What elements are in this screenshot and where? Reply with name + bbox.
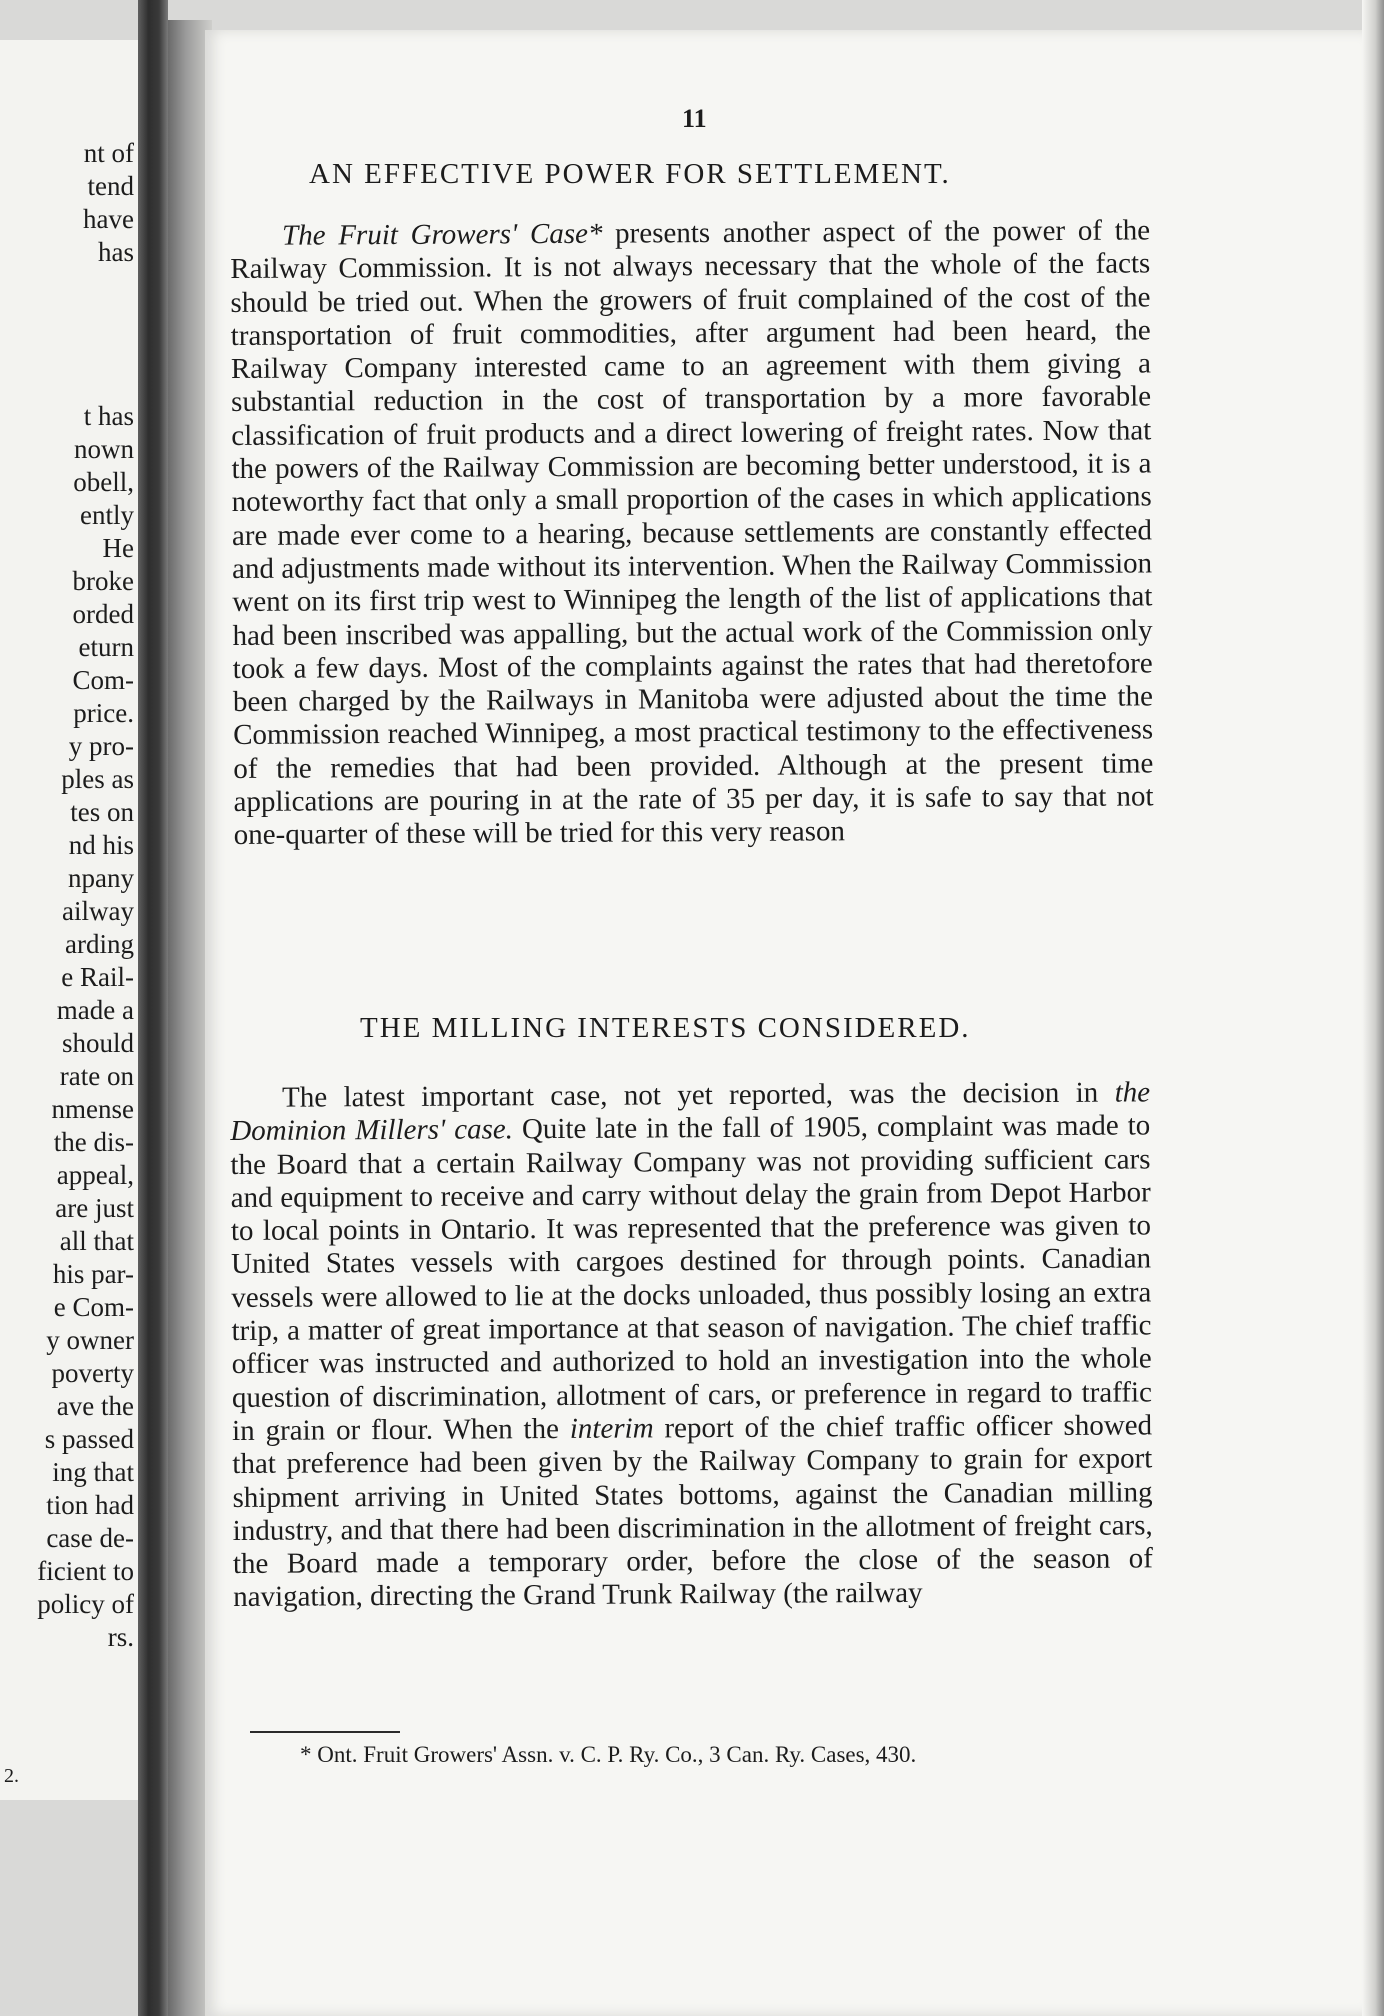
case-title-italic: The Fruit Growers' Case* — [281, 217, 603, 252]
left-page-fragment: poverty — [51, 1358, 134, 1388]
left-page-fragment: tes on — [70, 797, 134, 827]
page-edge-shadow — [1362, 0, 1384, 2016]
left-page-fragment: eturn — [78, 632, 134, 662]
left-page-fragment: the dis- — [53, 1127, 134, 1157]
section-heading-settlement: AN EFFECTIVE POWER FOR SETTLEMENT. — [309, 158, 951, 190]
left-page-fragment: orded — [72, 599, 134, 629]
left-page-fragment: Com- — [72, 665, 134, 695]
left-page-fragment: ave the — [56, 1391, 134, 1421]
paragraph-fruit-growers — [230, 214, 1154, 852]
left-page-fragment: broke — [72, 566, 134, 596]
left-page-fragment: his par- — [52, 1259, 134, 1289]
left-page-fragment: are just — [55, 1193, 134, 1223]
left-page-fragment: obell, — [73, 467, 134, 497]
left-page-fragment: y pro- — [68, 731, 134, 761]
left-page-fragment: ently — [80, 500, 134, 530]
left-page-fragment: made a — [56, 995, 134, 1025]
left-page-fragment: all that — [59, 1226, 134, 1256]
right-page — [205, 30, 1365, 2016]
left-page-fragment: s passed — [44, 1424, 134, 1454]
case-title-italic: the Dominion Millers' case. — [230, 1076, 1151, 1148]
left-page-fragment: ing that — [52, 1457, 134, 1487]
left-page-fragment: nd his — [68, 830, 134, 860]
paragraph-dominion-millers — [230, 1076, 1153, 1614]
left-page-fragment: appeal, — [56, 1160, 134, 1190]
left-page-fragment: arding — [65, 929, 134, 959]
paragraph-body: presents another aspect of the power of the Railway Commission. It is not always necessary that the whole of the facts should be tried out. When the growers of fruit complained of the cost of the transportation of fruit commodities, after argument had been heard, the Railway Company interested came to an agreement with them giving a substantial reduction in the cost of transportation by a more favorable classification of fruit products and a direct lowering of freight rates. Now that the powers of the Railway Commission are becoming better understood, it is a noteworthy fact that only a small proportion of the cases in which applications are made ever come to a hearing, because settlements are constantly effected and adjustments made without its intervention. When the Railway Commission went on its first trip west to Winnipeg the length of the list of applications that had been inscribed was appalling, but the actual work of the Commission only took a few days. Most of the complaints against the rates that had theretofore been charged by the Railways in Manitoba were adjusted about the time the Commission reached Winnipeg, a most practical testimony to the effectiveness of the remedies that had been provided. Although at the present time applications are pouring in at the rate of 35 per day, it is safe to say that not one-quarter of these will be tried for this very reason — [230, 214, 1154, 852]
left-page-fragment: tion had — [46, 1490, 134, 1520]
left-page-fragment: npany — [68, 863, 134, 893]
paragraph-body-a: The latest important case, not yet reported, was the decision in — [281, 1076, 1115, 1114]
left-page-fragment: ficient to — [37, 1556, 134, 1586]
left-page-fragment: nown — [74, 434, 134, 464]
footnote-rule — [250, 1731, 400, 1733]
left-page-fragment: e Rail- — [61, 962, 134, 992]
left-page-fragment: rate on — [59, 1061, 134, 1091]
left-page-fragment: e Com- — [53, 1292, 134, 1322]
left-page-fragment: policy of — [37, 1589, 134, 1619]
left-page-number: 2. — [4, 1765, 19, 1787]
left-page-fragment: have — [83, 204, 134, 234]
book-gutter — [138, 0, 168, 2016]
left-page-fragment: tend — [87, 171, 134, 201]
paragraph-body-c: report of the chief traffic officer showed that preference had been given by the Railway Company to grain for export shipment arriving in United States bottoms, against the Canadian milling industry, and that there had been discrimination in the allotment of freight cars, the Board made a temporary order, before the close of the season of navigation, directing the Grand Trunk Railway (the railway — [232, 1409, 1154, 1614]
left-page-fragment: ples as — [61, 764, 134, 794]
section-heading-milling: THE MILLING INTERESTS CONSIDERED. — [360, 1012, 971, 1044]
left-page-fragment: nt of — [83, 138, 134, 168]
paragraph-body-b: Quite late in the fall of 1905, complaint was made to the Board that a certain Railway Company was not providing sufficient cars and equipment to receive and carry without delay the grain from Depot Harbor to local points in Ontario. It was represented that the preference was given to United States vessels with cargoes destined for through points. Canadian vessels were allowed to lie at the docks unloaded, thus possibly losing an extra trip, a matter of great importance at that season of navigation. The chief traffic officer was instructed and authorized to hold an investigation into the whole question of discrimination, allotment of cars, or preference in regard to traffic in grain or flour. When the — [230, 1109, 1153, 1447]
interim-italic: interim — [569, 1412, 654, 1445]
footnote: * Ont. Fruit Growers' Assn. v. C. P. Ry. Co., 3 Can. Ry. Cases, 430. — [300, 1742, 917, 1767]
left-page-fragment: t has — [83, 401, 134, 431]
left-page-fragment: rs. — [107, 1622, 134, 1652]
left-facing-page — [0, 40, 140, 1800]
left-page-fragment: price. — [73, 698, 134, 728]
left-page-fragment: ailway — [62, 896, 134, 926]
left-page-fragment: case de- — [46, 1523, 134, 1553]
left-page-fragment: He — [102, 533, 134, 563]
left-page-fragment: y owner — [46, 1325, 134, 1355]
page-number: 11 — [682, 104, 707, 133]
left-page-fragment: should — [61, 1028, 134, 1058]
left-page-fragment: nmense — [51, 1094, 134, 1124]
left-page-fragment: has — [98, 237, 134, 267]
